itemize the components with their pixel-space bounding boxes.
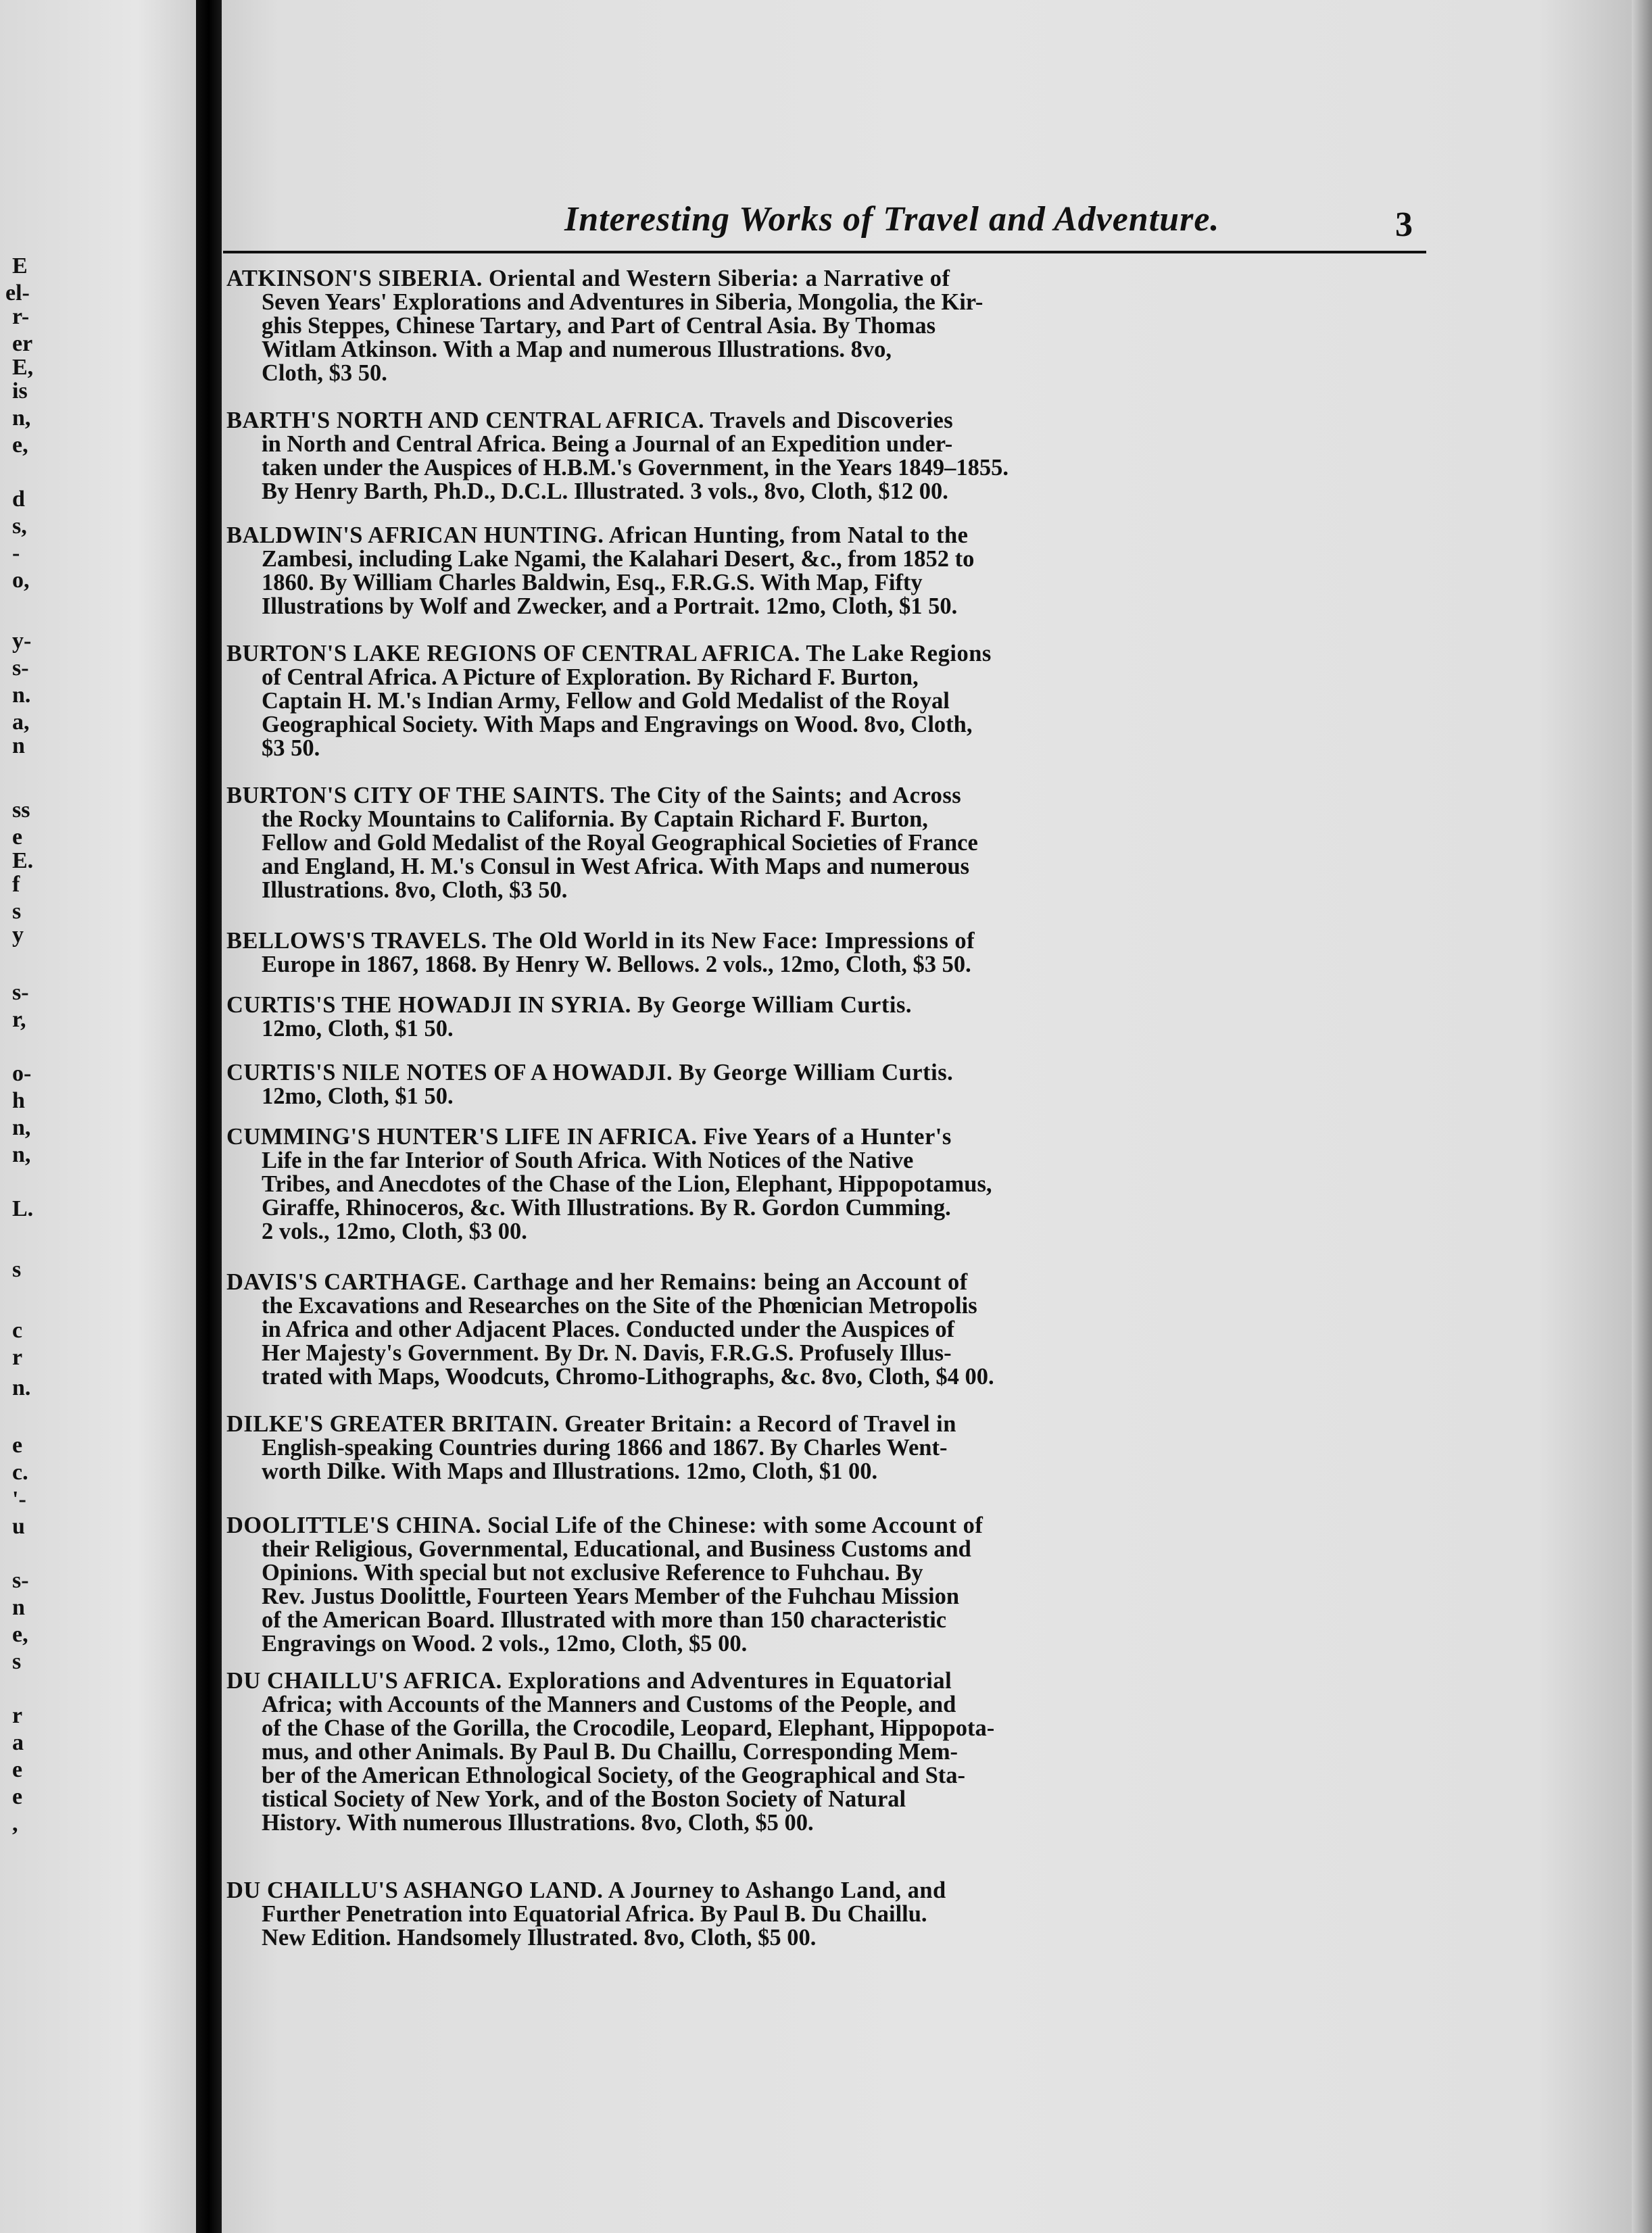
entry-text-line: ghis Steppes, Chinese Tartary, and Part of Central Asia. By Thomas — [262, 313, 936, 339]
facing-page-fragment: e — [12, 1784, 23, 1809]
entry-text-line: English-speaking Countries during 1866 and 1867. By Charles Went- — [262, 1435, 948, 1461]
catalog-entry — [226, 1271, 1409, 1389]
catalog-entry — [226, 1879, 1409, 1950]
entry-text-line: By Henry Barth, Ph.D., D.C.L. Illustrated. 3 vols., 8vo, Cloth, $12 00. — [262, 478, 948, 504]
facing-page-fragment: s- — [12, 1568, 29, 1593]
entry-text-line: ber of the American Ethnological Society, of the Geographical and Sta- — [262, 1763, 966, 1788]
facing-page-fragment: e — [12, 1433, 23, 1458]
facing-page-fragment: d — [12, 487, 25, 512]
catalog-entry — [226, 409, 1409, 504]
entry-text-line: Her Majesty's Government. By Dr. N. Davis, F.R.G.S. Profusely Illus- — [262, 1340, 952, 1366]
entry-text-line: Cloth, $3 50. — [262, 360, 387, 386]
entry-text-line: of the Chase of the Gorilla, the Crocodile, Leopard, Elephant, Hippopota- — [262, 1715, 995, 1741]
entry-title-line: DOOLITTLE'S CHINA. Social Life of the Chinese: with some Account of — [226, 1513, 983, 1538]
catalog-entry — [226, 1125, 1409, 1244]
entry-title-line: CURTIS'S THE HOWADJI IN SYRIA. By George William Curtis. — [226, 992, 912, 1018]
catalog-entry — [226, 929, 1409, 977]
entry-title-line: DU CHAILLU'S AFRICA. Explorations and Adventures in Equatorial — [226, 1668, 952, 1694]
facing-page-fragment: E. — [12, 848, 34, 873]
entry-title-line: BURTON'S LAKE REGIONS OF CENTRAL AFRICA. The Lake Regions — [226, 641, 992, 666]
catalog-entry — [226, 1413, 1409, 1483]
entry-text-line: mus, and other Animals. By Paul B. Du Chaillu, Corresponding Mem- — [262, 1739, 958, 1765]
facing-page-fragment: r- — [12, 304, 30, 329]
entry-title-line: CUMMING'S HUNTER'S LIFE IN AFRICA. Five Years of a Hunter's — [226, 1124, 952, 1150]
entry-title-line: BELLOWS'S TRAVELS. The Old World in its New Face: Impressions of — [226, 928, 975, 954]
entry-text-line: Engravings on Wood. 2 vols., 12mo, Cloth, $5 00. — [262, 1631, 748, 1657]
facing-page-fragment: - — [12, 541, 20, 566]
entry-text-line: Seven Years' Explorations and Adventures in Siberia, Mongolia, the Kir- — [262, 289, 983, 315]
facing-page-fragment: E, — [12, 355, 34, 380]
catalog-entry — [226, 267, 1409, 385]
catalog-entry — [226, 993, 1409, 1041]
entry-text-line: Tribes, and Anecdotes of the Chase of the Lion, Elephant, Hippopotamus, — [262, 1171, 992, 1197]
facing-page-fragment: ss — [12, 798, 30, 823]
entry-title-line: ATKINSON'S SIBERIA. Oriental and Western Siberia: a Narrative of — [226, 266, 950, 291]
facing-page-fragment: r, — [12, 1007, 26, 1032]
entry-text-line: 1860. By William Charles Baldwin, Esq., F.R.G.S. With Map, Fifty — [262, 570, 923, 595]
entry-text-line: 12mo, Cloth, $1 50. — [262, 1083, 454, 1109]
entry-text-line: in North and Central Africa. Being a Journal of an Expedition under- — [262, 431, 953, 457]
facing-page-fragment: e, — [12, 1622, 28, 1647]
facing-page-fragment: s, — [12, 514, 27, 539]
facing-page-fragment: y — [12, 923, 24, 948]
entry-text-line: 12mo, Cloth, $1 50. — [262, 1016, 454, 1041]
entry-text-line: Illustrations. 8vo, Cloth, $3 50. — [262, 877, 568, 903]
entry-text-line: Europe in 1867, 1868. By Henry W. Bellows. 2 vols., 12mo, Cloth, $3 50. — [262, 952, 971, 977]
facing-page-fragment: n. — [12, 1375, 31, 1400]
facing-page-fragment: s- — [12, 656, 29, 681]
facing-page-fragment: h — [12, 1088, 25, 1113]
entry-text-line: Illustrations by Wolf and Zwecker, and a Portrait. 12mo, Cloth, $1 50. — [262, 593, 958, 619]
entry-text-line: of Central Africa. A Picture of Exploration. By Richard F. Burton, — [262, 664, 919, 690]
entry-text-line: the Rocky Mountains to California. By Captain Richard F. Burton, — [262, 806, 928, 832]
entry-title-line: DU CHAILLU'S ASHANGO LAND. A Journey to Ashango Land, and — [226, 1878, 946, 1903]
entry-text-line: worth Dilke. With Maps and Illustrations. 12mo, Cloth, $1 00. — [262, 1458, 878, 1484]
facing-page-fragment: n — [12, 1595, 25, 1620]
catalog-entry — [226, 1514, 1409, 1656]
header-rule — [223, 251, 1426, 253]
facing-page-fragment: o, — [12, 568, 30, 593]
entry-text-line: of the American Board. Illustrated with more than 150 characteristic — [262, 1607, 947, 1633]
catalog-entry — [226, 1669, 1409, 1835]
facing-page-fragment: n, — [12, 406, 31, 431]
facing-page-fragment: n, — [12, 1115, 31, 1140]
entry-text-line: 2 vols., 12mo, Cloth, $3 00. — [262, 1219, 527, 1244]
catalog-entry — [226, 524, 1409, 618]
entry-text-line: in Africa and other Adjacent Places. Conducted under the Auspices of — [262, 1317, 955, 1342]
facing-page-fragment: r — [12, 1345, 23, 1370]
entry-text-line: their Religious, Governmental, Educational, and Business Customs and — [262, 1536, 971, 1562]
facing-page-fragment: e — [12, 825, 23, 850]
facing-page-fragment: E — [12, 253, 28, 278]
entry-title-line: BARTH'S NORTH AND CENTRAL AFRICA. Travels and Discoveries — [226, 408, 954, 433]
facing-page-fragment: el- — [5, 280, 30, 305]
book-spine-gutter — [196, 0, 222, 2233]
catalog-entry — [226, 1061, 1409, 1108]
entry-text-line: trated with Maps, Woodcuts, Chromo-Lithographs, &c. 8vo, Cloth, $4 00. — [262, 1364, 994, 1390]
entry-text-line: Further Penetration into Equatorial Africa. By Paul B. Du Chaillu. — [262, 1901, 927, 1927]
facing-page-fragment: a, — [12, 710, 30, 735]
page-right-edge — [1632, 0, 1652, 2233]
entry-title-line: DAVIS'S CARTHAGE. Carthage and her Remains: being an Account of — [226, 1269, 968, 1295]
running-header — [223, 193, 1426, 253]
page-number: 3 — [1395, 205, 1413, 244]
facing-page-fragment: e — [12, 1757, 23, 1782]
entry-title-line: BURTON'S CITY OF THE SAINTS. The City of the Saints; and Across — [226, 783, 962, 808]
catalog-entry — [226, 784, 1409, 902]
facing-page-fragment: u — [12, 1514, 25, 1539]
entry-text-line: New Edition. Handsomely Illustrated. 8vo, Cloth, $5 00. — [262, 1925, 817, 1950]
entry-text-line: Captain H. M.'s Indian Army, Fellow and Gold Medalist of the Royal — [262, 688, 950, 714]
facing-page-edge — [0, 0, 196, 2233]
entry-text-line: History. With numerous Illustrations. 8vo, Cloth, $5 00. — [262, 1810, 814, 1836]
entry-text-line: Opinions. With special but not exclusive Reference to Fuhchau. By — [262, 1560, 923, 1586]
facing-page-fragment: c. — [12, 1460, 28, 1485]
catalog-entry — [226, 642, 1409, 760]
entry-title-line: BALDWIN'S AFRICAN HUNTING. African Hunting, from Natal to the — [226, 522, 969, 548]
facing-page-fragment: L. — [12, 1196, 34, 1221]
facing-page-fragment: is — [12, 378, 28, 403]
entry-title-line: DILKE'S GREATER BRITAIN. Greater Britain: a Record of Travel in — [226, 1411, 956, 1437]
facing-page-fragment: y- — [12, 629, 32, 654]
entry-text-line: $3 50. — [262, 735, 320, 761]
facing-page-fragment: c — [12, 1318, 23, 1343]
facing-page-fragment: o- — [12, 1061, 32, 1086]
facing-page-fragment: a — [12, 1730, 24, 1755]
running-title: Interesting Works of Travel and Adventure. — [564, 200, 1220, 239]
entry-text-line: tistical Society of New York, and of the Boston Society of Natural — [262, 1786, 906, 1812]
facing-page-fragment: n — [12, 733, 25, 758]
facing-page-fragment: n, — [12, 1142, 31, 1167]
entry-text-line: Zambesi, including Lake Ngami, the Kalahari Desert, &c., from 1852 to — [262, 546, 975, 572]
facing-page-fragment: e, — [12, 433, 28, 458]
entry-text-line: Rev. Justus Doolittle, Fourteen Years Member of the Fuhchau Mission — [262, 1584, 960, 1609]
facing-page-fragment: , — [12, 1811, 18, 1836]
entry-text-line: Life in the far Interior of South Africa. With Notices of the Native — [262, 1148, 914, 1173]
entry-text-line: Geographical Society. With Maps and Engravings on Wood. 8vo, Cloth, — [262, 712, 973, 737]
entry-text-line: Witlam Atkinson. With a Map and numerous Illustrations. 8vo, — [262, 337, 892, 362]
facing-page-text-fragments — [5, 0, 195, 2233]
facing-page-fragment: s- — [12, 980, 29, 1005]
facing-page-fragment: s — [12, 1257, 22, 1282]
facing-page-fragment: '- — [12, 1487, 26, 1512]
entry-text-line: Fellow and Gold Medalist of the Royal Geographical Societies of France — [262, 830, 978, 856]
facing-page-fragment: f — [12, 872, 20, 897]
facing-page-fragment: s — [12, 899, 22, 924]
entry-text-line: Africa; with Accounts of the Manners and Customs of the People, and — [262, 1692, 956, 1717]
entry-text-line: the Excavations and Researches on the Site of the Phœnician Metropolis — [262, 1293, 977, 1319]
entry-title-line: CURTIS'S NILE NOTES OF A HOWADJI. By George William Curtis. — [226, 1060, 954, 1085]
facing-page-fragment: s — [12, 1649, 22, 1674]
entry-text-line: and England, H. M.'s Consul in West Africa. With Maps and numerous — [262, 854, 970, 879]
entry-text-line: Giraffe, Rhinoceros, &c. With Illustrations. By R. Gordon Cumming. — [262, 1195, 951, 1221]
facing-page-fragment: r — [12, 1703, 23, 1728]
facing-page-fragment: er — [12, 331, 33, 356]
facing-page-fragment: n. — [12, 683, 31, 708]
entry-text-line: taken under the Auspices of H.B.M.'s Government, in the Years 1849–1855. — [262, 455, 1009, 481]
